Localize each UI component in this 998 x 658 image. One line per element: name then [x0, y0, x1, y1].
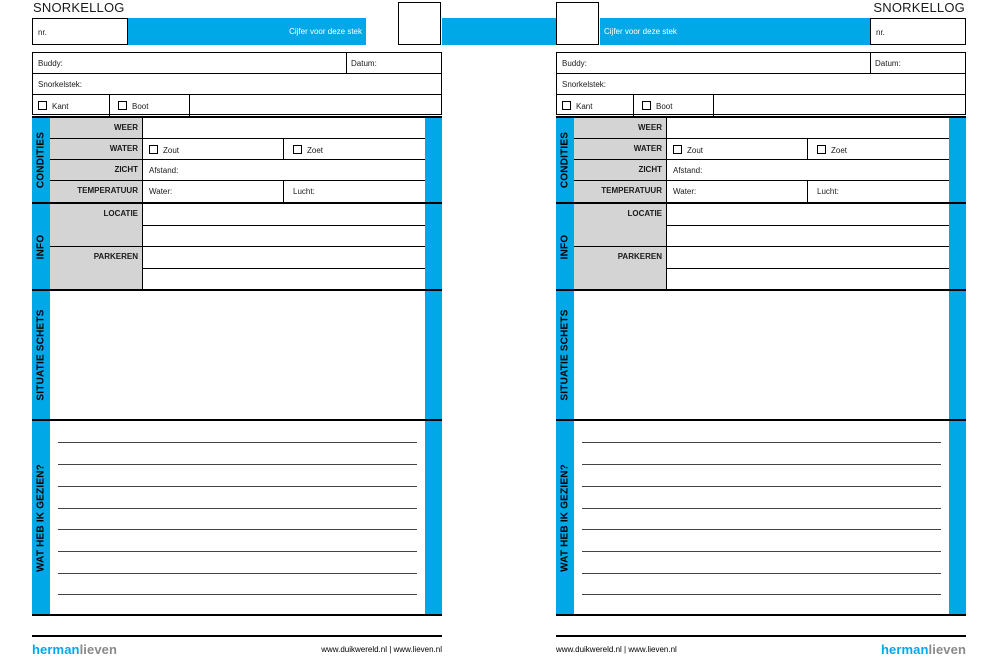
water-label: WATER	[50, 139, 143, 159]
zoet-checkbox[interactable]	[293, 145, 302, 154]
gezien-notes[interactable]	[574, 421, 949, 614]
footer-urls: www.duikwereld.nl | www.lieven.nl	[321, 645, 442, 654]
datum-label: Datum:	[875, 59, 901, 68]
weer-label: WEER	[50, 118, 143, 138]
snorkelstek-field[interactable]	[33, 74, 82, 94]
afstand-field[interactable]	[143, 160, 425, 180]
footer-rule	[32, 635, 442, 637]
water-label: WATER	[574, 139, 667, 159]
locatie-block[interactable]	[574, 204, 949, 247]
condities-tab	[32, 118, 50, 202]
buddy-field[interactable]	[557, 53, 587, 73]
kant-checkbox[interactable]	[38, 101, 47, 110]
schets-tab	[32, 291, 50, 419]
afstand-label: Afstand:	[149, 166, 179, 175]
water-row	[50, 139, 425, 160]
boot-checkbox[interactable]	[642, 101, 651, 110]
water-temp-label: Water:	[673, 187, 697, 196]
boot-option[interactable]	[637, 95, 672, 116]
afstand-field[interactable]	[667, 160, 949, 180]
zoet-checkbox[interactable]	[817, 145, 826, 154]
condities-section	[556, 116, 966, 202]
page-title: SNORKELLOG	[873, 0, 965, 15]
lucht-label: Lucht:	[817, 187, 839, 196]
schets-area[interactable]	[574, 291, 949, 419]
page-title: SNORKELLOG	[33, 0, 125, 15]
weer-field[interactable]	[143, 118, 425, 138]
banner-spine	[442, 18, 556, 45]
schets-heading: SITUATIE SCHETS	[559, 309, 571, 401]
kant-label: Kant	[52, 102, 69, 111]
snorkelstek-row	[557, 74, 965, 95]
info-margin	[425, 204, 442, 289]
entry-row	[33, 95, 441, 116]
kant-option[interactable]	[33, 95, 68, 116]
zout-label: Zout	[163, 146, 180, 155]
boot-label: Boot	[132, 102, 149, 111]
schets-section	[32, 289, 442, 419]
zicht-row	[574, 160, 949, 181]
buddy-label: Buddy:	[38, 59, 63, 68]
zoet-option[interactable]	[287, 139, 323, 159]
gezien-tab	[556, 421, 574, 614]
zout-checkbox[interactable]	[149, 145, 158, 154]
schets-margin	[425, 291, 442, 419]
weer-label: WEER	[574, 118, 667, 138]
boot-checkbox[interactable]	[118, 101, 127, 110]
grade-field[interactable]	[398, 2, 441, 45]
kant-option[interactable]	[557, 95, 592, 116]
lucht-field[interactable]	[287, 181, 315, 202]
condities-margin	[949, 118, 966, 202]
info-tab	[32, 204, 50, 289]
locatie-label: LOCATIE	[50, 204, 143, 246]
gezien-section	[32, 419, 442, 616]
zicht-label: ZICHT	[50, 160, 143, 180]
entry-row	[557, 95, 965, 116]
buddy-row	[33, 53, 441, 74]
temperatuur-label: TEMPERATUUR	[574, 181, 667, 202]
trip-header	[556, 52, 966, 115]
zout-label: Zout	[687, 146, 704, 155]
zoet-label: Zoet	[831, 146, 848, 155]
log-page-left	[32, 0, 442, 658]
water-row	[574, 139, 949, 160]
footer-urls: www.duikwereld.nl | www.lieven.nl	[556, 645, 677, 654]
parkeren-block[interactable]	[574, 247, 949, 290]
gezien-section	[556, 419, 966, 616]
info-section	[556, 202, 966, 289]
nr-field[interactable]	[870, 18, 966, 45]
snorkelstek-row	[33, 74, 441, 95]
zicht-row	[50, 160, 425, 181]
condities-tab	[556, 118, 574, 202]
grade-field[interactable]	[556, 2, 599, 45]
gezien-heading: WAT HEB IK GEZIEN?	[559, 463, 571, 572]
nr-label: nr.	[38, 28, 47, 37]
zicht-label: ZICHT	[574, 160, 667, 180]
parkeren-label: PARKEREN	[50, 247, 143, 290]
zout-option[interactable]	[143, 139, 179, 159]
locatie-block[interactable]	[50, 204, 425, 247]
zout-checkbox[interactable]	[673, 145, 682, 154]
condities-section	[32, 116, 442, 202]
log-page-right	[556, 0, 966, 658]
kant-checkbox[interactable]	[562, 101, 571, 110]
nr-field[interactable]	[32, 18, 128, 45]
schets-tab	[556, 291, 574, 419]
kant-label: Kant	[576, 102, 593, 111]
gezien-margin	[949, 421, 966, 614]
zoet-option[interactable]	[811, 139, 847, 159]
zout-option[interactable]	[667, 139, 703, 159]
condities-margin	[425, 118, 442, 202]
temperatuur-row	[50, 181, 425, 202]
boot-option[interactable]	[113, 95, 148, 116]
gezien-tab	[32, 421, 50, 614]
schets-area[interactable]	[50, 291, 425, 419]
grade-label: Cijfer voor deze stek	[289, 27, 362, 36]
brand-logo: hermanlieven	[880, 642, 966, 657]
zoet-label: Zoet	[307, 146, 324, 155]
datum-label: Datum:	[351, 59, 377, 68]
parkeren-label: PARKEREN	[574, 247, 667, 290]
snorkelstek-field[interactable]	[557, 74, 606, 94]
lucht-label: Lucht:	[293, 187, 315, 196]
info-margin	[949, 204, 966, 289]
snorkelstek-label: Snorkelstek:	[562, 80, 607, 89]
buddy-row	[557, 53, 965, 74]
datum-field[interactable]	[870, 53, 901, 73]
water-temp-field[interactable]	[143, 181, 172, 202]
water-temp-label: Water:	[149, 187, 173, 196]
datum-field[interactable]	[346, 53, 377, 73]
temperatuur-label: TEMPERATUUR	[50, 181, 143, 202]
snorkelstek-label: Snorkelstek:	[38, 80, 83, 89]
afstand-label: Afstand:	[673, 166, 703, 175]
nr-label: nr.	[876, 28, 885, 37]
weer-row	[50, 118, 425, 139]
condities-heading: CONDITIES	[35, 131, 47, 189]
schets-heading: SITUATIE SCHETS	[35, 309, 47, 401]
locatie-label: LOCATIE	[574, 204, 667, 246]
trip-header	[32, 52, 442, 115]
info-heading: INFO	[559, 234, 571, 259]
gezien-heading: WAT HEB IK GEZIEN?	[35, 463, 47, 572]
gezien-notes[interactable]	[50, 421, 425, 614]
gezien-margin	[425, 421, 442, 614]
boot-label: Boot	[656, 102, 673, 111]
water-temp-field[interactable]	[667, 181, 696, 202]
buddy-field[interactable]	[33, 53, 63, 73]
condities-heading: CONDITIES	[559, 131, 571, 189]
brand-logo: hermanlieven	[32, 642, 118, 657]
footer-rule	[556, 635, 966, 637]
schets-section	[556, 289, 966, 419]
buddy-label: Buddy:	[562, 59, 587, 68]
info-section	[32, 202, 442, 289]
temperatuur-row	[574, 181, 949, 202]
info-heading: INFO	[35, 234, 47, 259]
weer-field[interactable]	[667, 118, 949, 138]
grade-label: Cijfer voor deze stek	[604, 27, 677, 36]
info-tab	[556, 204, 574, 289]
parkeren-block[interactable]	[50, 247, 425, 290]
lucht-field[interactable]	[811, 181, 839, 202]
schets-margin	[949, 291, 966, 419]
weer-row	[574, 118, 949, 139]
